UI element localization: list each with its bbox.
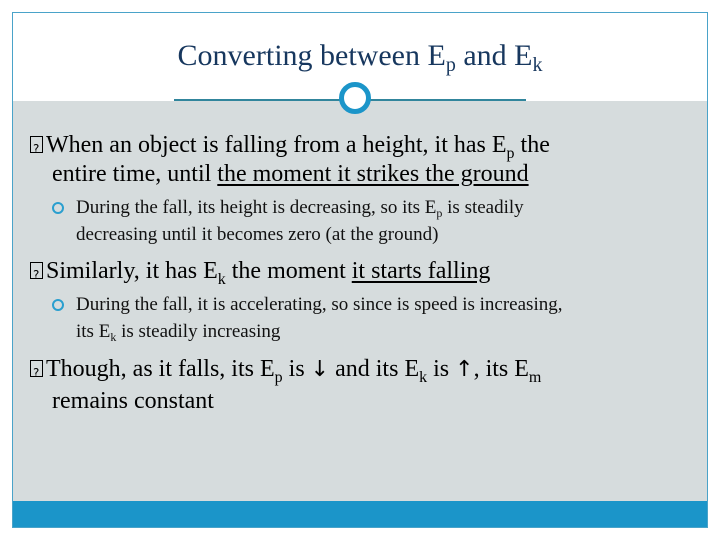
bullet-1-line-2: entire time, until the moment it strikes the ground: [52, 161, 529, 187]
sub-bullet-2-line-2: its $E_k$ is steadily increasing: [76, 321, 281, 344]
title-circle-ornament: [339, 82, 371, 114]
bullet-box-icon: [30, 360, 43, 377]
bullet-box-icon: [30, 262, 43, 279]
sub-bullet-1-line-2: decreasing until it becomes zero (at the ground): [76, 224, 439, 245]
sub-bullet-2: During the fall, it is accelerating, so since is speed is increasing,: [76, 294, 563, 315]
sub-bullet-circle-icon: [52, 299, 64, 311]
bullet-1: ?When an object is falling from a height, it has $E_p$ the: [30, 130, 550, 169]
bullet-2: ?Similarly, it has $E_k$ the moment it starts falling: [30, 256, 490, 295]
sub-bullet-1: During the fall, its height is decreasing, so its $E_p$ is steadily: [76, 197, 524, 220]
arrow-down-icon: ↓: [310, 357, 330, 382]
bullet-3-line-2: remains constant: [52, 388, 214, 414]
bottom-accent-bar: [13, 501, 707, 527]
bullet-box-icon: [30, 136, 43, 153]
bullet-3: ?Though, as it falls, its $E_p$ is ↓ and its $E_k$ is ↑, its $E_m$: [30, 354, 541, 393]
arrow-up-icon: ↑: [455, 357, 474, 382]
sub-bullet-circle-icon: [52, 202, 64, 214]
slide-title: Converting between $E_p$ and $E_k$: [177, 39, 543, 76]
